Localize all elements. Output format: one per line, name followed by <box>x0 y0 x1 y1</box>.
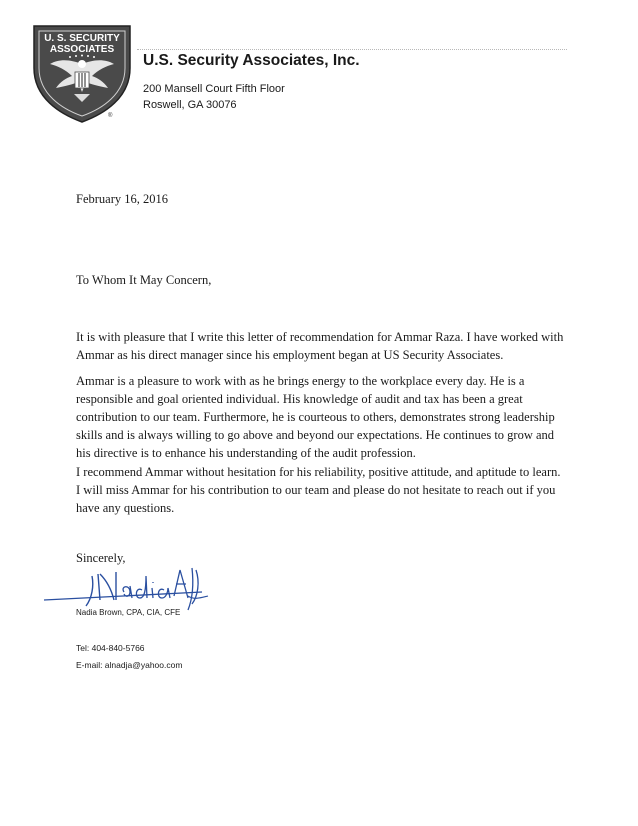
address-line-1: 200 Mansell Court Fifth Floor <box>143 83 285 95</box>
address-line-2: Roswell, GA 30076 <box>143 99 237 111</box>
signer-name: Nadia Brown, CPA, CIA, CFE <box>76 608 181 617</box>
salutation: To Whom It May Concern, <box>76 273 212 287</box>
company-logo-shield <box>30 20 134 124</box>
registered-mark: ® <box>108 113 113 119</box>
closing: Sincerely, <box>76 551 126 565</box>
body-paragraph-2: Ammar is a pleasure to work with as he brings energy to the workplace every day. He is a responsible and goal oriented individual. His knowledge of audit and tax has been a great contribution to our team. Furthermore, he is courteous to others, demonstrates strong leadership skills and is always willing to go above and beyond our expectations. He continues to grow and his directive is to enhance his understanding of the audit profession. <box>76 374 555 460</box>
body-paragraph-1: It is with pleasure that I write this letter of recommendation for Ammar Raza. I have worked with Ammar as his direct manager since his employment began at US Security Associates. <box>76 330 564 362</box>
letter-date: February 16, 2016 <box>76 192 168 206</box>
header-divider <box>137 49 567 50</box>
contact-email: E-mail: alnadja@yahoo.com <box>76 660 183 670</box>
logo-text-line2: ASSOCIATES <box>49 44 115 55</box>
company-name: U.S. Security Associates, Inc. <box>143 52 360 69</box>
logo-text-line1: U. S. SECURITY <box>44 33 120 44</box>
body-paragraph-3: I recommend Ammar without hesitation for his reliability, positive attitude, and aptitude to learn. I will miss Ammar for his contribution to our team and please do not hesitate to reach out if you have any questions. <box>76 465 561 515</box>
contact-phone: Tel: 404-840-5766 <box>76 643 145 653</box>
handwritten-signature <box>42 556 212 612</box>
